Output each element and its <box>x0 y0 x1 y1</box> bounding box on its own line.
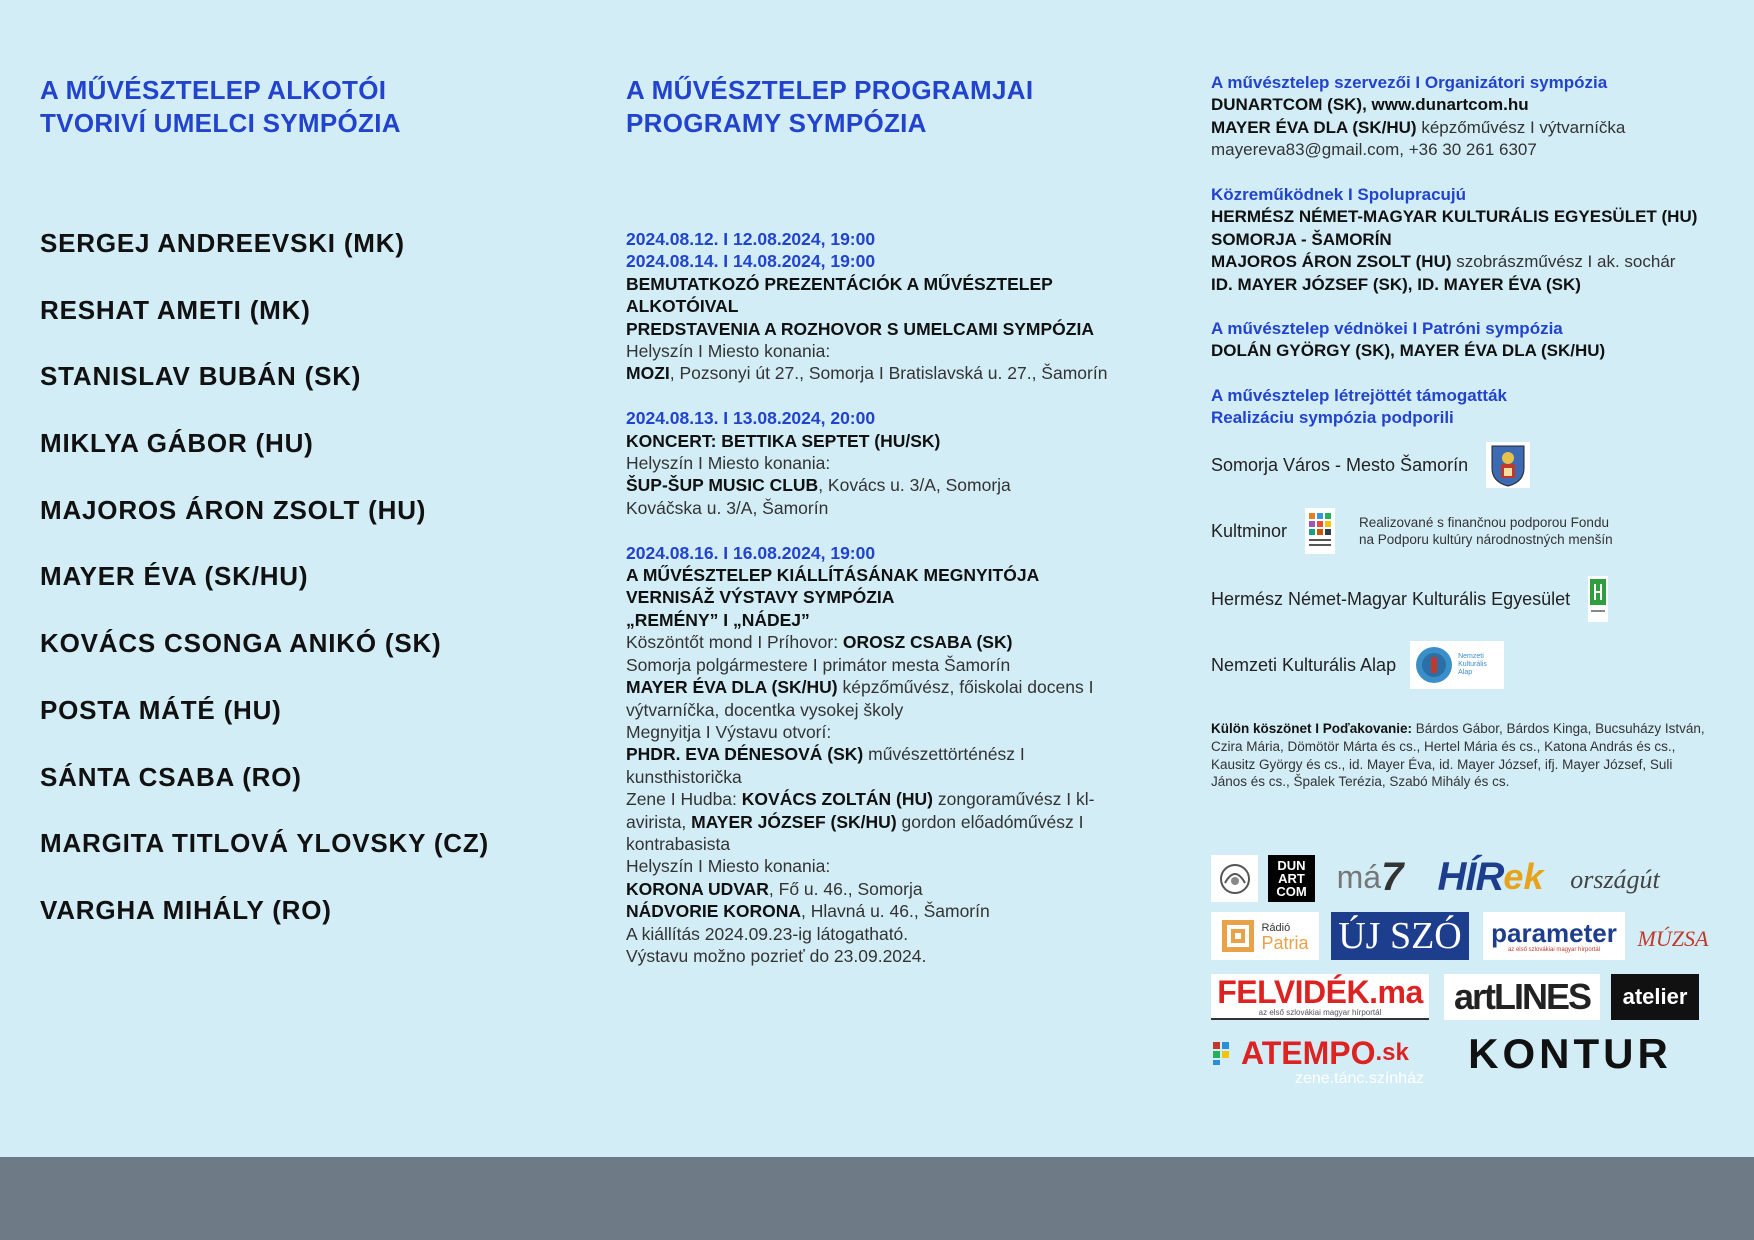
music: avirista, MAYER JÓZSEF (SK/HU) gordon előadóművész I <box>626 811 1084 832</box>
venue-label: Helyszín I Miesto konania: <box>626 856 831 877</box>
opening-label: Megnyitja I Výstavu otvorí: <box>626 721 832 742</box>
program-list <box>626 228 1146 990</box>
samorin-coat-of-arms-icon <box>1486 442 1530 488</box>
parameter-logo: parameter az első szlovákiai magyar hírportál <box>1483 912 1625 960</box>
kultminor-logo-icon <box>1305 508 1335 554</box>
exhibition-note: A kiállítás 2024.09.23-ig látogatható. <box>626 923 909 944</box>
artist-name: VARGHA MIHÁLY (RO) <box>40 894 332 925</box>
event-date: 2024.08.14. I 14.08.2024, 19:00 <box>626 251 876 272</box>
radio-patria-icon <box>1221 919 1255 953</box>
event-vernissage <box>626 542 1146 968</box>
ma7-logo: má 7 <box>1336 854 1404 899</box>
artist-name: MAJOROS ÁRON ZSOLT (HU) <box>40 494 427 525</box>
event-date: 2024.08.12. I 12.08.2024, 19:00 <box>626 229 876 249</box>
contact-info: mayereva83@gmail.com, +36 30 261 6307 <box>1211 140 1537 160</box>
artist-name: MAYER ÉVA (SK/HU) <box>40 561 309 592</box>
sponsor-nka: Nemzeti Kulturális Alap Nemzeti Kulturális Alap <box>1211 640 1504 690</box>
footer-bar <box>0 1157 1754 1240</box>
artists-list <box>40 225 489 959</box>
opening-speaker: PHDR. EVA DÉNESOVÁ (SK) művészettörténész I <box>626 744 1025 765</box>
venue: ŠUP-ŠUP MUSIC CLUB, Kovács u. 3/A, Somorja <box>626 475 1011 496</box>
felvidek-logo: FELVIDÉK.ma az első szlovákiai magyar hírportál <box>1211 974 1429 1020</box>
speaker: MAYER ÉVA DLA (SK/HU) képzőművész, főiskolai docens I <box>626 677 1094 698</box>
event-title: BEMUTATKOZÓ PREZENTÁCIÓK A MŰVÉSZTELEP <box>626 273 1053 294</box>
supporters-section: A művésztelep létrejöttét támogatták Realizáciu sympózia podporili <box>1211 386 1507 428</box>
music: Zene I Hudba: KOVÁCS ZOLTÁN (HU) zongoraművész I kl- <box>626 789 1095 810</box>
artists-heading: A MŰVÉSZTELEP ALKOTÓI TVORIVÍ UMELCI SYMPÓZIA <box>40 75 401 138</box>
opening-role: kunsthistorička <box>626 766 742 787</box>
artist-name: STANISLAV BUBÁN (SK) <box>40 361 362 392</box>
patrons-section: A művésztelep védnökei I Patróni sympózia DOLÁN GYÖRGY (SK), MAYER ÉVA DLA (SK/HU) <box>1211 319 1606 361</box>
greeting: Köszöntőt mond I Príhovor: OROSZ CSABA (SK) <box>626 632 1013 653</box>
nka-logo: Nemzeti Kulturális Alap <box>1410 641 1504 689</box>
atempo-logo: ATEMPO .sk zene.tánc.színház <box>1211 1034 1451 1090</box>
event-title: ALKOTÓIVAL <box>626 296 739 317</box>
event-title: VERNISÁŽ VÝSTAVY SYMPÓZIA <box>626 587 895 608</box>
uj-szo-logo: ÚJ SZÓ <box>1331 912 1469 960</box>
nka-globe-icon <box>1414 645 1454 685</box>
event-presentations <box>626 228 1146 385</box>
artist-name: MIKLYA GÁBOR (HU) <box>40 428 314 459</box>
hirek-logo: HÍR ek <box>1437 854 1544 899</box>
kontur-logo: KONTUR <box>1468 1030 1672 1077</box>
exhibition-note: Výstavu možno pozrieť do 23.09.2024. <box>626 945 927 966</box>
program-heading: A MŰVÉSZTELEP PROGRAMJAI PROGRAMY SYMPÓZIA <box>626 75 1034 138</box>
event-date: 2024.08.13. I 13.08.2024, 20:00 <box>626 408 876 429</box>
atempo-icon <box>1211 1040 1237 1066</box>
kultminor-note: Realizované s finančnou podporou Fondu na Podporu kultúry národnostných menšín <box>1359 515 1613 547</box>
music-role: kontrabasista <box>626 833 731 854</box>
event-title: „REMÉNY” I „NÁDEJ” <box>626 609 810 630</box>
artist-name: MARGITA TITLOVÁ YLOVSKY (CZ) <box>40 828 489 859</box>
venue-label: Helyszín I Miesto konania: <box>626 453 831 474</box>
artist-logo-icon <box>1211 855 1258 902</box>
artist-name: POSTA MÁTÉ (HU) <box>40 694 282 725</box>
dunartcom-logo: DUN ART COM <box>1268 855 1315 902</box>
event-date: 2024.08.16. I 16.08.2024, 19:00 <box>626 542 876 563</box>
venue: Kováčska u. 3/A, Šamorín <box>626 497 829 518</box>
orszagut-logo: országút <box>1570 865 1660 894</box>
collaborators-section: Közreműködnek I Spolupracujú HERMÉSZ NÉMET-MAGYAR KULTURÁLIS EGYESÜLET (HU) SOMORJA - ŠAMORÍN MAJOROS ÁRON ZSOLT (HU) szobrászművész I ak. sochár ID. MAYER JÓZSEF (SK), ID. MAYER ÉVA (SK) <box>1211 185 1698 294</box>
venue: KORONA UDVAR, Fő u. 46., Somorja <box>626 878 923 899</box>
event-concert <box>626 407 1146 519</box>
venue: MOZI, Pozsonyi út 27., Somorja I Bratislavská u. 27., Šamorín <box>626 363 1108 384</box>
venue-label: Helyszín I Miesto konania: <box>626 341 831 362</box>
sponsor-samorin: Somorja Város - Mesto Šamorín <box>1211 440 1530 490</box>
sponsor-hermesz: Hermész Német-Magyar Kulturális Egyesület <box>1211 574 1608 624</box>
muzsa-logo: MÚZSA <box>1637 926 1709 951</box>
event-title: PREDSTAVENIA A ROZHOVOR S UMELCAMI SYMPÓZIA <box>626 318 1094 339</box>
artist-name: SERGEJ ANDREEVSKI (MK) <box>40 228 405 258</box>
artist-name: RESHAT AMETI (MK) <box>40 294 311 325</box>
event-title: KONCERT: BETTIKA SEPTET (HU/SK) <box>626 430 941 451</box>
speaker-role: výtvarníčka, docentka vysokej školy <box>626 699 904 720</box>
radio-patria-logo: Rádió Patria <box>1211 912 1319 960</box>
hermesz-logo-icon <box>1588 576 1608 622</box>
acknowledgements: Külön köszönet I Poďakovanie: Bárdos Gábor, Bárdos Kinga, Bucsuházy István, Czira Mária, Dömötör Márta és cs., Hertel Mária és cs., Katona András és cs., Kausitz György és cs., id. Mayer Éva, id. Mayer József, ifj. Mayer József, Suli János és cs., Špalek Terézia, Szabó Mihály és cs. <box>1211 721 1705 790</box>
greeting-role: Somorja polgármestere I primátor mesta Šamorín <box>626 654 1011 675</box>
sponsor-kultminor: Kultminor Realizované s finančnou podporou Fondu na Podporu kultúry národnostných menšín <box>1211 506 1613 556</box>
artlines-logo: artLINES <box>1444 974 1600 1020</box>
event-title: A MŰVÉSZTELEP KIÁLLÍTÁSÁNAK MEGNYITÓJA <box>626 565 1040 586</box>
organizers-section: A művésztelep szervezői I Organizátori sympózia DUNARTCOM (SK), www.dunartcom.hu MAYER ÉVA DLA (SK/HU) képzőművész I výtvarníčka mayereva83@gmail.com, +36 30 261 6307 <box>1211 72 1625 162</box>
venue: NÁDVORIE KORONA, Hlavná u. 46., Šamorín <box>626 901 990 922</box>
atelier-logo: atelier <box>1611 974 1699 1020</box>
artist-name: KOVÁCS CSONGA ANIKÓ (SK) <box>40 628 442 659</box>
artist-name: SÁNTA CSABA (RO) <box>40 761 302 792</box>
